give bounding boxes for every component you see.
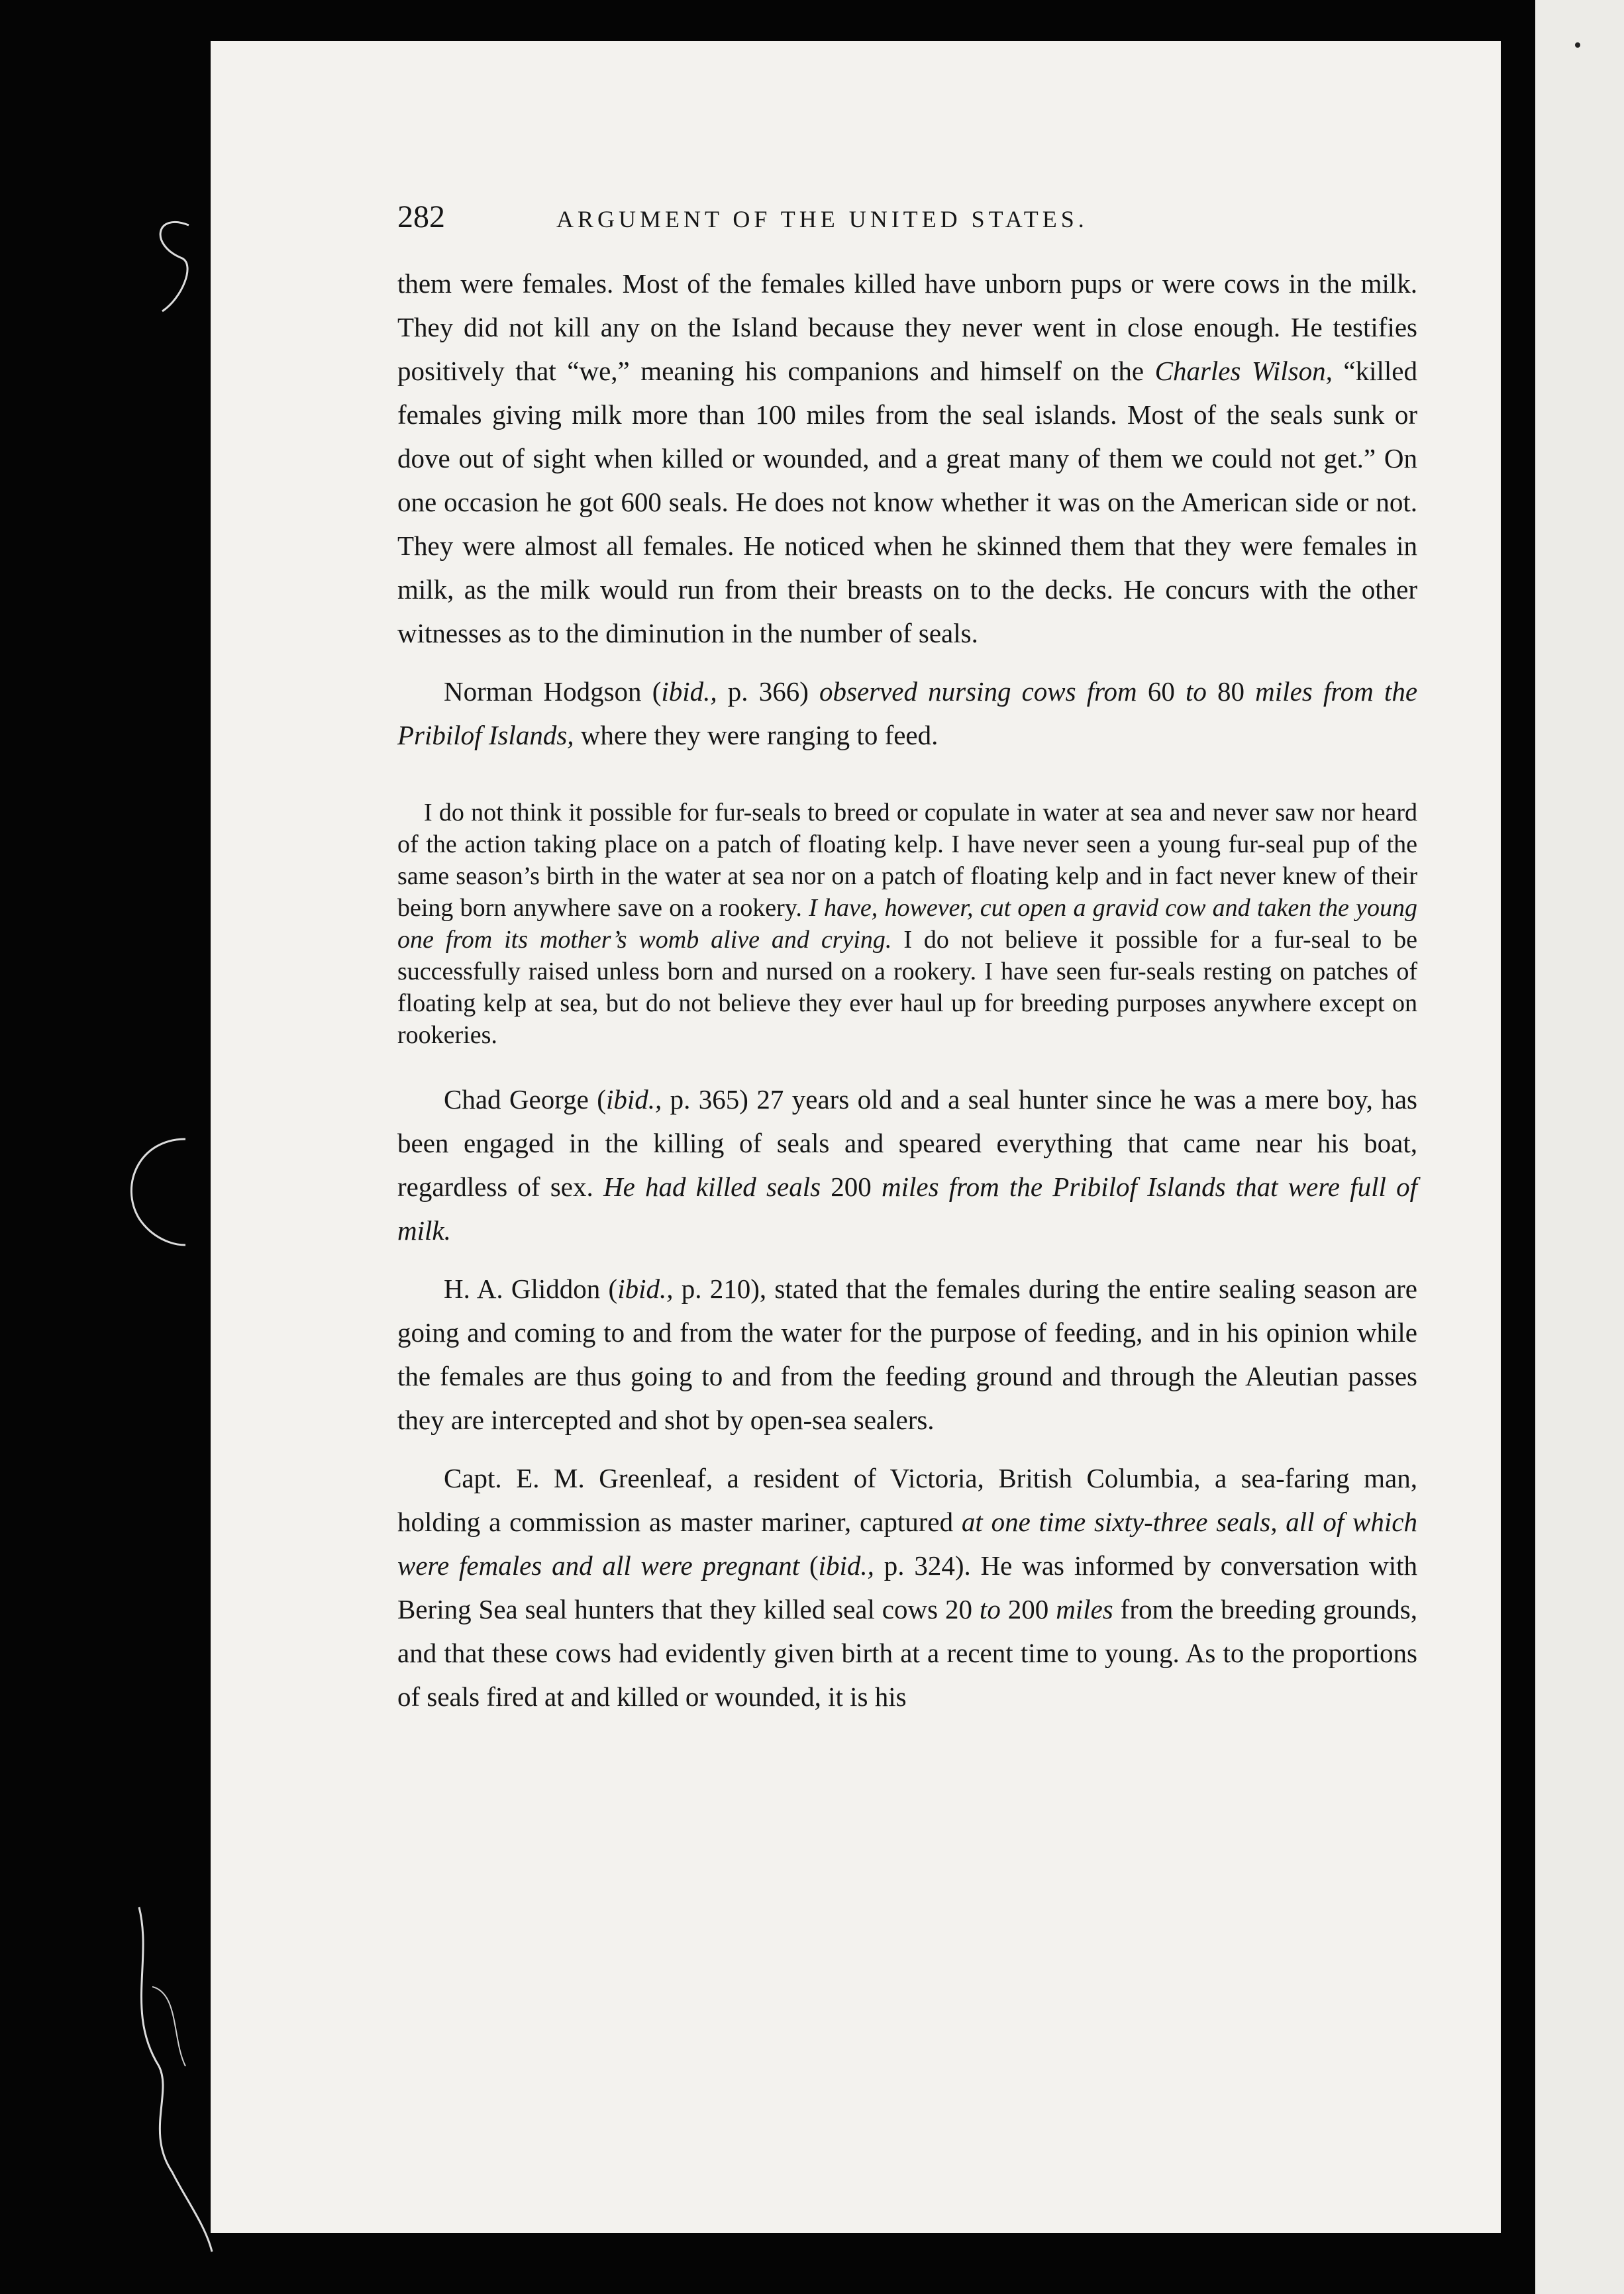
text-run: 200 bbox=[1000, 1594, 1056, 1624]
text-run: ( bbox=[799, 1550, 819, 1581]
emphasis: He had killed seals bbox=[603, 1172, 821, 1202]
emphasis: observed nursing cows from bbox=[819, 676, 1137, 707]
page-header bbox=[397, 199, 1417, 235]
emphasis: miles from the Pribilof Islands that were full of milk. bbox=[397, 1172, 1417, 1246]
ibid-ref: ibid., bbox=[818, 1550, 874, 1581]
text-run: p. 324). He was informed by conversation with Bering Sea seal hunters that they killed seal cows 20 bbox=[397, 1550, 1418, 1624]
speck-mark bbox=[1575, 42, 1580, 48]
paragraph-greenleaf bbox=[397, 1456, 1417, 1719]
text-run: 200 bbox=[821, 1172, 882, 1202]
ibid-ref: ibid., bbox=[617, 1273, 674, 1304]
text-run: where they were ranging to feed. bbox=[574, 720, 939, 750]
text-run: Norman Hodgson ( bbox=[444, 676, 662, 707]
text-run: “killed females giving milk more than 100 miles from the seal islands. Most of the seals sunk or dove out of sight when killed or wounded, and a great many of them we could not get.” On one occasion he got 600 seals. He does not know whether it was on the American side or not. They were almost all females. He noticed when he skinned them that they were females in milk, as the milk would run from their breasts on to the decks. He concurs with the other witnesses as to the diminution in the number of seals. bbox=[397, 356, 1417, 648]
text-run: from the breeding grounds, and that these cows had evidently given birth at a recent time to young. As to the proportions of seals fired at and killed or wounded, it is his bbox=[397, 1594, 1418, 1712]
text-column bbox=[397, 199, 1417, 1719]
text-run: p. 365) 27 years old and a seal hunter since he was a mere boy, has been engaged in the killing of seals and speared everything that came near his boat, regardless of sex. bbox=[397, 1084, 1417, 1202]
emphasis: miles bbox=[1056, 1594, 1113, 1624]
text-run: H. A. Gliddon ( bbox=[444, 1273, 618, 1304]
block-quote bbox=[397, 797, 1417, 1051]
paragraph-continuation bbox=[397, 262, 1417, 655]
text-run: p. 210), stated that the females during the entire sealing season are going and coming to and from the water for the purpose of feeding, and in his opinion while the females are thus going to and from the feeding ground and through the Aleutian passes they are intercepted and shot by open-sea sealers. bbox=[397, 1273, 1418, 1435]
page-gutter-shadow bbox=[1501, 0, 1537, 2294]
ibid-ref: ibid., bbox=[661, 676, 717, 707]
fiber-mark-bottom bbox=[113, 1894, 219, 2265]
paragraph-gliddon bbox=[397, 1267, 1417, 1442]
paragraph-george bbox=[397, 1077, 1417, 1252]
paragraph-hodgson bbox=[397, 670, 1417, 757]
text-run: Chad George ( bbox=[444, 1084, 606, 1115]
emphasis: to bbox=[1185, 676, 1207, 707]
adjacent-page-edge bbox=[1535, 0, 1624, 2294]
fiber-mark-top bbox=[142, 199, 202, 331]
page-number: 282 bbox=[397, 199, 445, 234]
emphasis: to bbox=[979, 1594, 1001, 1624]
text-run: them were females. Most of the females killed have unborn pups or were cows in the milk. They did not kill any on the Island because they never went in close enough. He testifies positively that “we,” meaning his companions and himself on the bbox=[397, 268, 1417, 386]
fiber-mark-middle bbox=[113, 1126, 192, 1258]
emphasis: I have, however, cut open a gravid cow and taken the young one from its mother’s womb alive and crying. bbox=[397, 894, 1417, 954]
text-run: 60 bbox=[1137, 676, 1186, 707]
emphasis: miles from the Pribilof Islands, bbox=[397, 676, 1418, 750]
text-run: Capt. E. M. Greenleaf, a resident of Victoria, British Columbia, a sea-faring man, holding a commission as master mariner, captured bbox=[397, 1463, 1417, 1537]
text-run: 80 bbox=[1206, 676, 1256, 707]
ibid-ref: ibid., bbox=[605, 1084, 662, 1115]
text-run: I do not believe it possible for a fur-seal to be successfully raised unless born and nursed on a rookery. I have seen fur-seals resting on patches of floating kelp at sea, but do not believe they ever haul up for breeding purposes anywhere except on rookeries. bbox=[397, 926, 1417, 1049]
running-head: ARGUMENT OF THE UNITED STATES. bbox=[556, 206, 1088, 232]
emphasis: at one time sixty-three seals, all of which were females and all were pregnant bbox=[397, 1507, 1417, 1581]
text-run: p. 366) bbox=[717, 676, 819, 707]
text-run: I do not think it possible for fur-seals to breed or copulate in water at sea and never saw nor heard of the action taking place on a patch of floating kelp. I have never seen a young fur-seal pup of the same season’s birth in the water at sea nor on a patch of floating kelp and in fact never knew of their being born anywhere save on a rookery. bbox=[397, 799, 1417, 922]
ship-name: Charles Wilson, bbox=[1154, 356, 1333, 386]
